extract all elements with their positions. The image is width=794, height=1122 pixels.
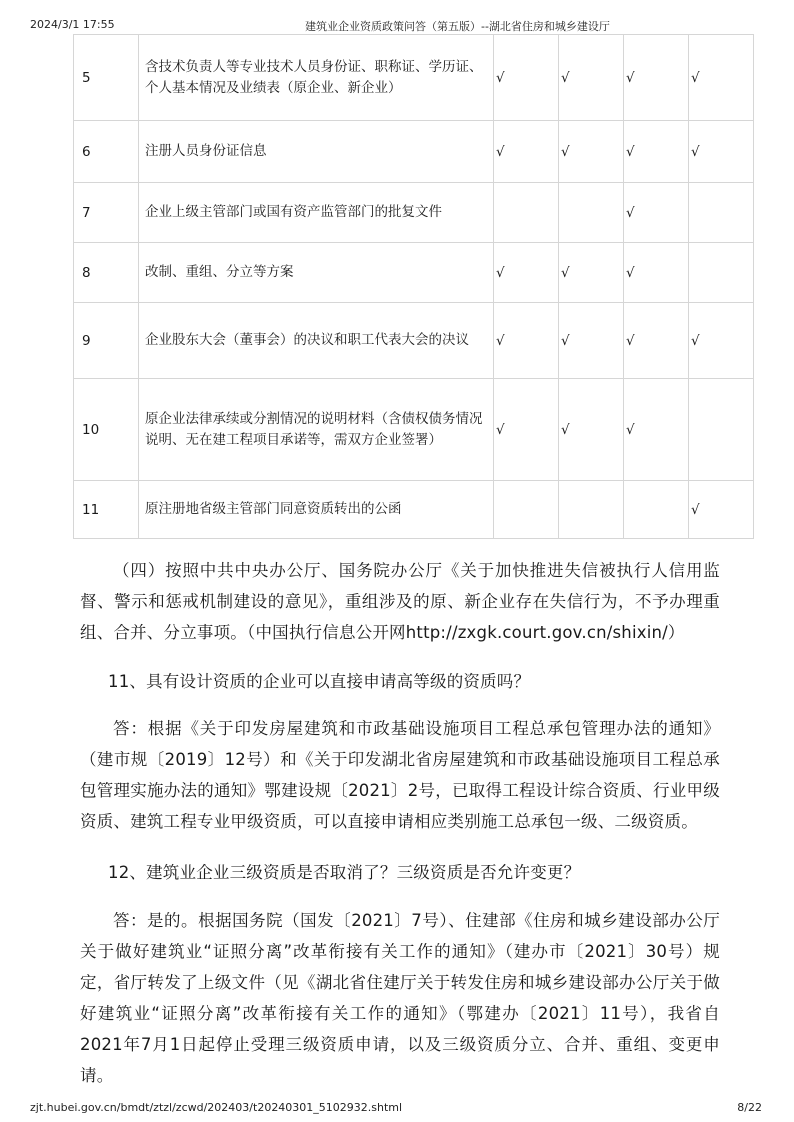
check-cell: √ bbox=[624, 243, 689, 303]
page-title: 建筑业企业资质政策问答（第五版）--湖北省住房和城乡建设厅 bbox=[305, 20, 610, 33]
row-description: 注册人员身份证信息 bbox=[139, 121, 494, 183]
check-cell: √ bbox=[494, 379, 559, 481]
check-cell bbox=[494, 481, 559, 539]
check-cell: √ bbox=[689, 481, 754, 539]
paragraph-four: （四）按照中共中央办公厅、国务院办公厅《关于加快推进失信被执行人信用监督、警示和惩戒机制建设的意见》，重组涉及的原、新企业存在失信行为，不予办理重组、合并、分立事项。（中国执行信息公开网http://zxgk.court.gov.cn/shixin/） bbox=[80, 561, 720, 642]
question-11: 11、具有设计资质的企业可以直接申请高等级的资质吗？ bbox=[108, 672, 531, 691]
question-12: 12、建筑业企业三级资质是否取消了？三级资质是否允许变更？ bbox=[108, 863, 581, 882]
check-cell: √ bbox=[494, 243, 559, 303]
row-description: 含技术负责人等专业技术人员身份证、职称证、学历证、个人基本情况及业绩表（原企业、新企业） bbox=[139, 35, 494, 121]
check-cell: √ bbox=[624, 303, 689, 379]
check-cell bbox=[559, 183, 624, 243]
row-description: 企业上级主管部门或国有资产监管部门的批复文件 bbox=[139, 183, 494, 243]
row-number: 7 bbox=[74, 183, 139, 243]
row-number: 5 bbox=[74, 35, 139, 121]
check-cell bbox=[689, 243, 754, 303]
check-cell: √ bbox=[624, 121, 689, 183]
check-cell: √ bbox=[559, 379, 624, 481]
row-description: 原企业法律承续或分割情况的说明材料（含债权债务情况说明、无在建工程项目承诺等，需双方企业签署） bbox=[139, 379, 494, 481]
check-cell: √ bbox=[624, 35, 689, 121]
row-number: 11 bbox=[74, 481, 139, 539]
check-cell: √ bbox=[689, 121, 754, 183]
check-cell: √ bbox=[559, 121, 624, 183]
page-number: 8/22 bbox=[737, 1101, 762, 1114]
answer-12: 答：是的。根据国务院（国发〔2021〕7号）、住建部《住房和城乡建设部办公厅关于做好建筑业“证照分离”改革衔接有关工作的通知》（建办市〔2021〕30号）规定，省厅转发了上级文件（见《湖北省住建厅关于转发住房和城乡建设部办公厅关于做好建筑业“证照分离”改革衔接有关工作的通知》（鄂建办〔2021〕11号），我省自2021年7月1日起停止受理三级资质申请，以及三级资质分立、合并、重组、变更申请。 bbox=[80, 911, 720, 1085]
row-number: 9 bbox=[74, 303, 139, 379]
check-cell: √ bbox=[689, 303, 754, 379]
table-row bbox=[74, 183, 754, 243]
check-cell: √ bbox=[624, 379, 689, 481]
check-cell: √ bbox=[559, 303, 624, 379]
check-cell bbox=[494, 183, 559, 243]
page-url: zjt.hubei.gov.cn/bmdt/ztzl/zcwd/202403/t20240301_5102932.shtml bbox=[30, 1101, 403, 1114]
table-row bbox=[74, 121, 754, 183]
check-cell: √ bbox=[494, 121, 559, 183]
check-cell bbox=[689, 379, 754, 481]
check-cell: √ bbox=[559, 243, 624, 303]
table-row bbox=[74, 303, 754, 379]
table-row bbox=[74, 379, 754, 481]
row-description: 原注册地省级主管部门同意资质转出的公函 bbox=[139, 481, 494, 539]
check-cell bbox=[624, 481, 689, 539]
table-row bbox=[74, 481, 754, 539]
answer-11: 答：根据《关于印发房屋建筑和市政基础设施项目工程总承包管理办法的通知》（建市规〔2019〕12号）和《关于印发湖北省房屋建筑和市政基础设施项目工程总承包管理实施办法的通知》鄂建设规〔2021〕2号，已取得工程设计综合资质、行业甲级资质、建筑工程专业甲级资质，可以直接申请相应类别施工总承包一级、二级资质。 bbox=[80, 719, 720, 831]
row-number: 8 bbox=[74, 243, 139, 303]
check-cell: √ bbox=[689, 35, 754, 121]
row-description: 企业股东大会（董事会）的决议和职工代表大会的决议 bbox=[139, 303, 494, 379]
check-cell bbox=[559, 481, 624, 539]
row-description: 改制、重组、分立等方案 bbox=[139, 243, 494, 303]
table-row bbox=[74, 35, 754, 121]
materials-table bbox=[73, 34, 754, 539]
check-cell: √ bbox=[494, 35, 559, 121]
check-cell: √ bbox=[624, 183, 689, 243]
check-cell: √ bbox=[559, 35, 624, 121]
check-cell: √ bbox=[494, 303, 559, 379]
print-datetime: 2024/3/1 17:55 bbox=[30, 18, 115, 31]
check-cell bbox=[689, 183, 754, 243]
row-number: 6 bbox=[74, 121, 139, 183]
row-number: 10 bbox=[74, 379, 139, 481]
table-row bbox=[74, 243, 754, 303]
